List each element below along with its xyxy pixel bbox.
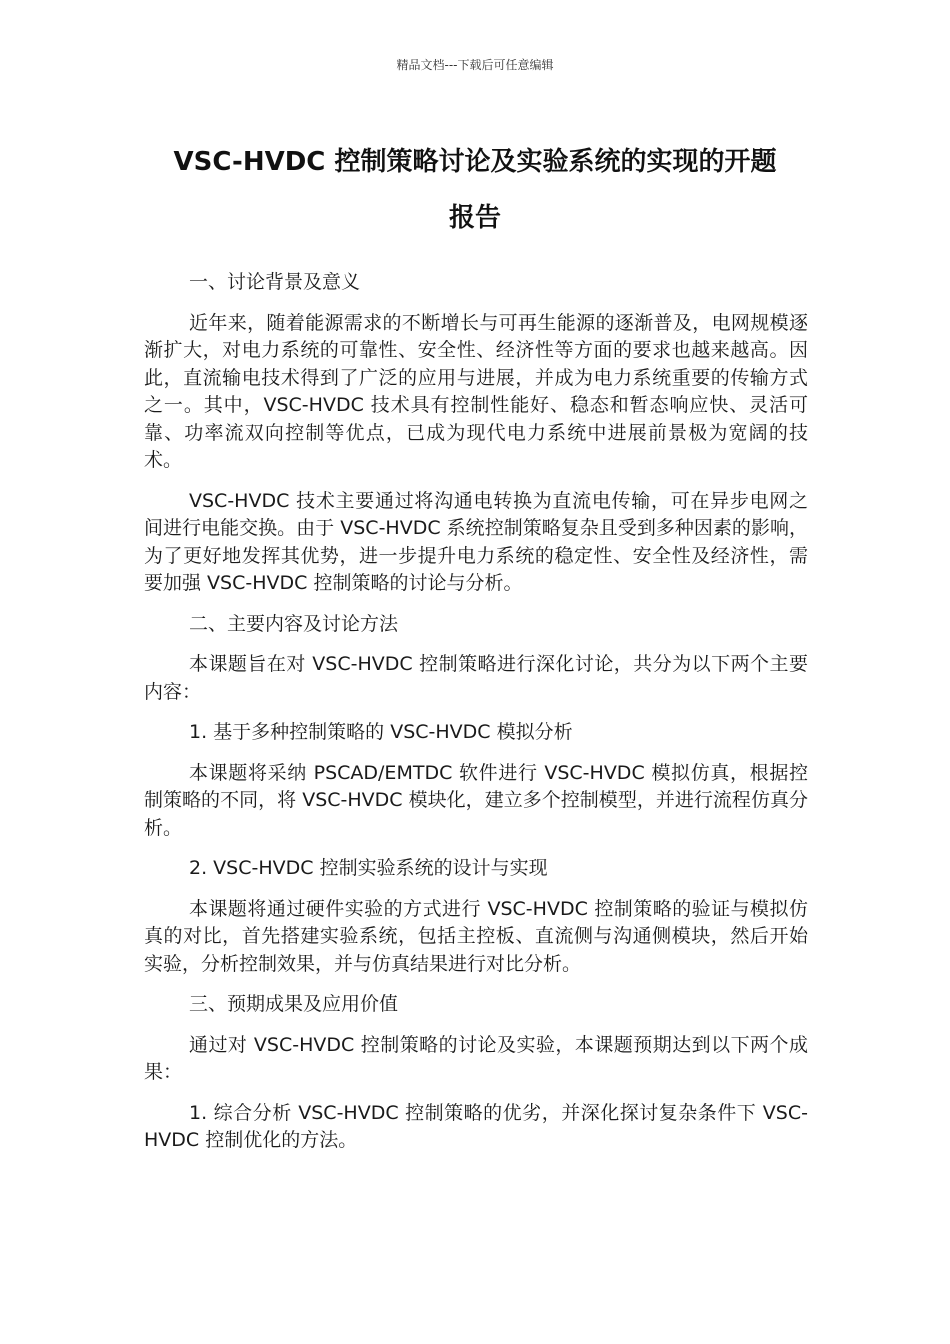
subheading-simulation: 1. 基于多种控制策略的 VSC-HVDC 模拟分析 — [189, 721, 573, 743]
paragraph-simulation: 本课题将采纳 PSCAD/EMTDC 软件进行 VSC-HVDC 模拟仿真，根据控制策略的不同，将 VSC-HVDC 模块化，建立多个控制模型，并进行流程仿真分析。 — [144, 761, 808, 839]
subheading-experiment: 2. VSC-HVDC 控制实验系统的设计与实现 — [189, 857, 548, 879]
paragraph-outcome-1: 1. 综合分析 VSC-HVDC 控制策略的优劣，并深化探讨复杂条件下 VSC-HVDC 控制优化的方法。 — [144, 1101, 808, 1151]
title-line-2: 报告 — [448, 203, 501, 233]
title-line-1: VSC-HVDC 控制策略讨论及实验系统的实现的开题 — [173, 147, 777, 177]
section-heading-outcomes: 三、预期成果及应用价值 — [189, 993, 399, 1015]
page-header-note: 精品文档---下载后可任意编辑 — [396, 58, 554, 72]
section-heading-content: 二、主要内容及讨论方法 — [189, 612, 399, 635]
paragraph-outcomes-intro: 通过对 VSC-HVDC 控制策略的讨论及实验，本课题预期达到以下两个成果： — [144, 1033, 808, 1083]
section-heading-background: 一、讨论背景及意义 — [189, 271, 361, 293]
paragraph-background-1: 近年来，随着能源需求的不断增长与可再生能源的逐渐普及，电网规模逐渐扩大，对电力系统的可靠性、安全性、经济性等方面的要求也越来越高。因此，直流输电技术得到了广泛的应用与进展，并成为电力系统重要的传输方式之一。其中，VSC-HVDC 技术具有控制性能好、稳态和暂态响应快、灵活可靠、功率流双向控制等优点，已成为现代电力系统中进展前景极为宽阔的技术。 — [144, 311, 808, 471]
paragraph-experiment: 本课题将通过硬件实验的方式进行 VSC-HVDC 控制策略的验证与模拟仿真的对比，首先搭建实验系统，包括主控板、直流侧与沟通侧模块，然后开始实验，分析控制效果，并与仿真结果进行对比分析。 — [144, 897, 808, 975]
paragraph-content-intro: 本课题旨在对 VSC-HVDC 控制策略进行深化讨论，共分为以下两个主要内容： — [144, 653, 808, 703]
document-body — [144, 269, 808, 1168]
paragraph-background-2: VSC-HVDC 技术主要通过将沟通电转换为直流电传输，可在异步电网之间进行电能交换。由于 VSC-HVDC 系统控制策略复杂且受到多种因素的影响，为了更好地发挥其优势，进一步提升电力系统的稳定性、安全性及经济性，需要加强 VSC-HVDC 控制策略的讨论与分析。 — [144, 489, 808, 594]
document-title — [130, 134, 820, 246]
